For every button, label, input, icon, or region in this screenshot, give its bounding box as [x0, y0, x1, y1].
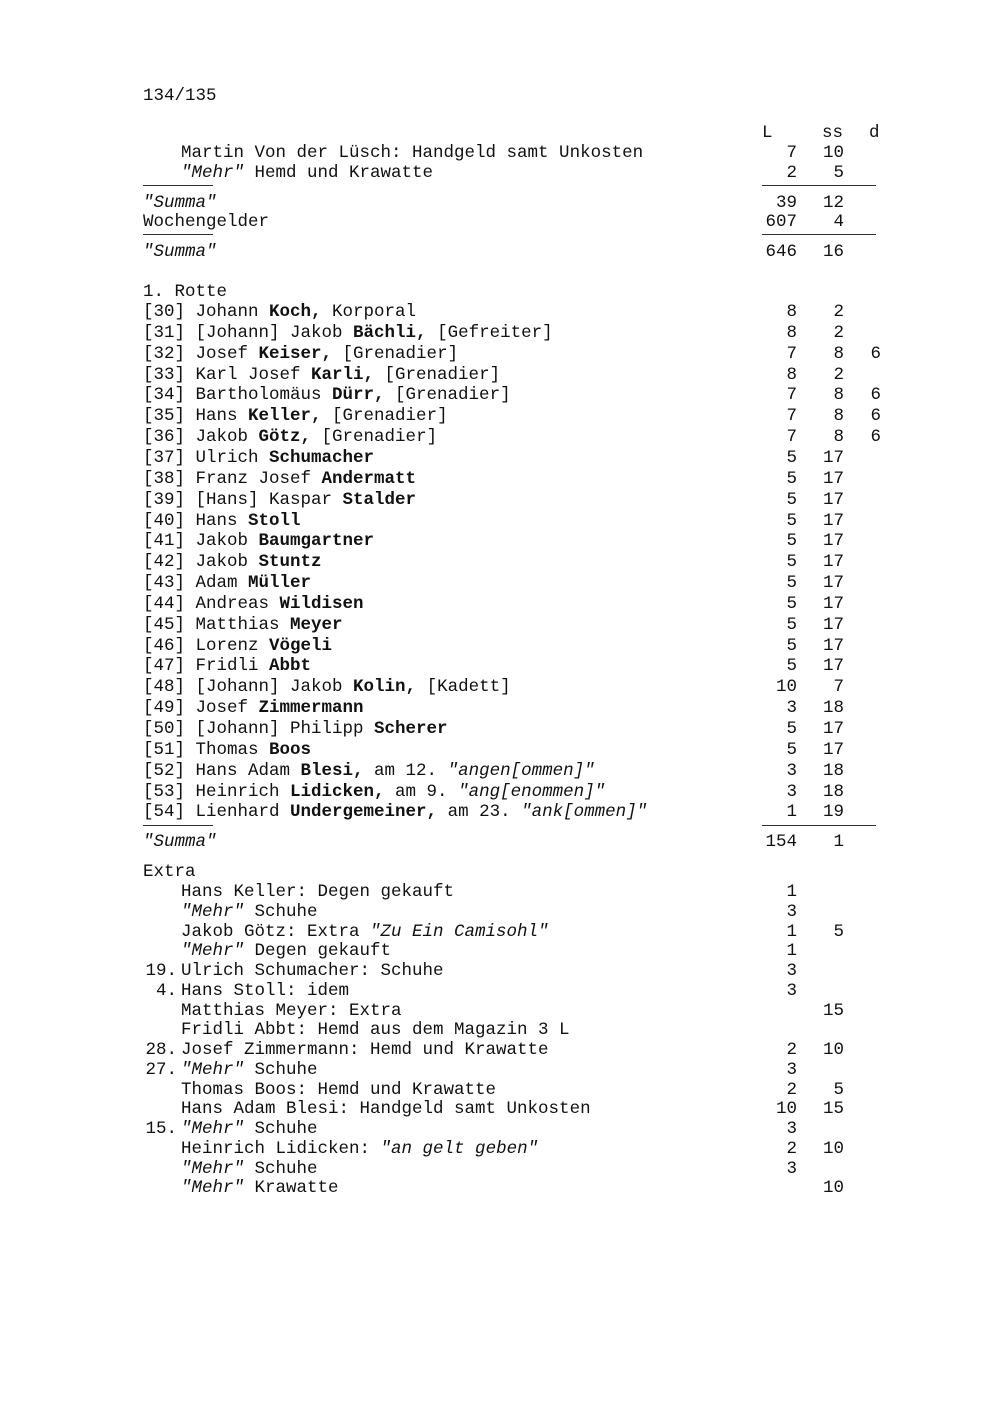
amount-livres: 3 [786, 902, 797, 922]
soldier-row [0, 615, 1000, 635]
entry-number: 27. [145, 1060, 177, 1080]
quoted-text: "ang[enommen]" [458, 782, 606, 802]
surname: Götz, [258, 427, 312, 447]
text-part: Thomas Boos: Hemd und Krawatte [181, 1080, 497, 1100]
amount-denar: 6 [870, 344, 881, 364]
amount-schilling: 2 [833, 302, 844, 322]
entry-label [181, 1119, 318, 1139]
entry-label [143, 636, 332, 656]
amount-schilling: 2 [833, 323, 844, 343]
soldier-row [0, 802, 1000, 822]
amount-schilling: 8 [833, 344, 844, 364]
extra-row [0, 1080, 1000, 1100]
surname: Meyer [290, 615, 343, 635]
amount-livres: 5 [786, 531, 797, 551]
amount-schilling: 8 [833, 427, 844, 447]
extra-row [0, 1178, 1000, 1198]
soldier-row [0, 302, 1000, 322]
text-part: [38] Franz Josef [143, 469, 322, 489]
text-part: [40] Hans [143, 511, 249, 531]
quoted-text: "Mehr" [181, 902, 245, 922]
quoted-text: "Mehr" [181, 941, 245, 961]
text-part: [37] Ulrich [143, 448, 270, 468]
amount-livres: 10 [775, 1099, 797, 1119]
entry-label [181, 1099, 591, 1119]
text-part: am 23. [437, 802, 522, 822]
page-number: 134/135 [143, 86, 217, 106]
soldier-row [0, 531, 1000, 551]
text-part: [33] Karl Josef [143, 365, 312, 385]
amount-livres: 5 [786, 615, 797, 635]
extra-title [0, 862, 1000, 882]
extra-row [0, 981, 1000, 1001]
summa-label: "Summa" [143, 242, 217, 262]
amount-livres: 5 [786, 719, 797, 739]
amount-livres: 3 [786, 981, 797, 1001]
entry-label [143, 385, 511, 405]
text-part: Jakob Götz: Extra [181, 922, 371, 942]
entry-label [143, 761, 595, 781]
amount-livres: 5 [786, 511, 797, 531]
amount-livres: 5 [786, 594, 797, 614]
entry-label [143, 782, 605, 802]
amount-livres: 5 [786, 490, 797, 510]
extra-row [0, 1001, 1000, 1021]
summa-row [0, 242, 1000, 262]
text-part: Josef Zimmermann: Hemd und Krawatte [181, 1040, 549, 1060]
amount-schilling: 17 [822, 740, 844, 760]
amount-livres: 8 [786, 365, 797, 385]
amount-schilling: 17 [822, 469, 844, 489]
surname: Zimmermann [258, 698, 364, 718]
amount-livres: 3 [786, 961, 797, 981]
entry-label [143, 552, 322, 572]
text-part: [34] Bartholomäus [143, 385, 333, 405]
amount-schilling: 17 [822, 531, 844, 551]
entry-label [181, 922, 549, 942]
surname: Undergemeiner, [290, 802, 438, 822]
entry-label [181, 1020, 570, 1040]
amount-schilling: 15 [822, 1001, 844, 1021]
surname: Boos [269, 740, 312, 760]
soldier-row [0, 365, 1000, 385]
rule-right [762, 185, 876, 186]
text-part: Schuhe [244, 1119, 318, 1139]
amount-schilling: 7 [833, 677, 844, 697]
amount-denar: 6 [870, 385, 881, 405]
entry-label [181, 1159, 318, 1179]
surname: Bächli, [353, 323, 427, 343]
amount-livres: 646 [765, 242, 797, 262]
text-part: Hans Keller: Degen gekauft [181, 882, 455, 902]
surname: Karli, [311, 365, 375, 385]
extra-row [0, 1060, 1000, 1080]
text-part: Matthias Meyer: Extra [181, 1001, 402, 1021]
amount-livres: 154 [765, 832, 797, 852]
text-part: [32] Josef [143, 344, 259, 364]
text-part: Ulrich Schumacher: Schuhe [181, 961, 444, 981]
soldier-row [0, 385, 1000, 405]
surname: Wildisen [279, 594, 364, 614]
extra-row [0, 1119, 1000, 1139]
surname: Vögeli [269, 636, 333, 656]
soldier-row [0, 427, 1000, 447]
amount-schilling: 10 [822, 1178, 844, 1198]
entry-label [143, 719, 448, 739]
text-part: [43] Adam [143, 573, 249, 593]
soldier-row [0, 740, 1000, 760]
amount-livres: 3 [786, 761, 797, 781]
amount-schilling: 17 [822, 448, 844, 468]
rule-left [143, 825, 213, 826]
entry-label [181, 1001, 402, 1021]
amount-schilling: 5 [833, 922, 844, 942]
extra-row [0, 1139, 1000, 1159]
soldier-row [0, 448, 1000, 468]
amount-schilling: 17 [822, 594, 844, 614]
text-part: Krawatte [244, 1178, 339, 1198]
entry-label [181, 941, 391, 961]
quoted-text: "Mehr" [181, 163, 245, 183]
entry-label [143, 302, 416, 322]
surname: Lidicken, [290, 782, 385, 802]
soldier-row [0, 719, 1000, 739]
surname: Schumacher [269, 448, 375, 468]
amount-schilling: 17 [822, 552, 844, 572]
soldier-row [0, 406, 1000, 426]
amount-livres: 7 [786, 385, 797, 405]
column-header-ss: ss [822, 123, 844, 143]
amount-livres: 3 [786, 1119, 797, 1139]
surname: Stoll [248, 511, 301, 531]
entry-label [143, 656, 311, 676]
soldier-row [0, 511, 1000, 531]
text-part: [50] [Johann] Philipp [143, 719, 375, 739]
quoted-text: "Mehr" [181, 1159, 245, 1179]
summa-label: Wochengelder [143, 212, 270, 232]
amount-schilling: 12 [822, 193, 844, 213]
amount-livres: 8 [786, 302, 797, 322]
text-part: [Grenadier] [321, 406, 448, 426]
entry-number: 15. [145, 1119, 177, 1139]
surname: Scherer [374, 719, 448, 739]
text-part: [51] Thomas [143, 740, 270, 760]
text-part: [30] Johann [143, 302, 270, 322]
entry-label [143, 490, 416, 510]
amount-schilling: 8 [833, 406, 844, 426]
soldier-row [0, 761, 1000, 781]
amount-schilling: 2 [833, 365, 844, 385]
amount-schilling: 1 [833, 832, 844, 852]
extra-row [0, 882, 1000, 902]
amount-schilling: 17 [822, 511, 844, 531]
amount-schilling: 17 [822, 656, 844, 676]
entry-label [143, 531, 374, 551]
amount-schilling: 15 [822, 1099, 844, 1119]
surname: Koch, [269, 302, 322, 322]
entry-label [143, 323, 553, 343]
amount-schilling: 18 [822, 782, 844, 802]
amount-livres: 3 [786, 698, 797, 718]
amount-livres: 7 [786, 427, 797, 447]
quoted-text: "an gelt geben" [380, 1139, 539, 1159]
extra-row [0, 961, 1000, 981]
amount-livres: 5 [786, 552, 797, 572]
text-part: am 12. [363, 761, 448, 781]
entry-label [143, 677, 511, 697]
amount-livres: 2 [786, 1040, 797, 1060]
amount-livres: 5 [786, 636, 797, 656]
entry-label [181, 981, 349, 1001]
soldier-row [0, 782, 1000, 802]
entry-label [181, 1178, 339, 1198]
amount-schilling: 5 [833, 1080, 844, 1100]
extra-row [0, 922, 1000, 942]
rule-right [762, 234, 876, 235]
amount-livres: 1 [786, 941, 797, 961]
text-part: [35] Hans [143, 406, 249, 426]
entry-label [143, 406, 448, 426]
entry-label [181, 902, 318, 922]
surname: Müller [248, 573, 312, 593]
text-part: Hemd und Krawatte [244, 163, 434, 183]
amount-livres: 3 [786, 1060, 797, 1080]
amount-livres: 2 [786, 163, 797, 183]
entry-label [143, 448, 374, 468]
amount-livres: 2 [786, 1139, 797, 1159]
text-part: [Grenadier] [384, 385, 511, 405]
entry-label [181, 1080, 496, 1100]
text-part: [Grenadier] [311, 427, 438, 447]
extra-row [0, 941, 1000, 961]
text-part: [52] Hans Adam [143, 761, 301, 781]
quoted-text: "Zu Ein Camisohl" [370, 922, 549, 942]
entry-label [181, 882, 454, 902]
entry-number: 19. [145, 961, 177, 981]
amount-livres: 5 [786, 656, 797, 676]
text-part: [42] Jakob [143, 552, 259, 572]
entry-label [143, 740, 311, 760]
text-part: [Kadett] [416, 677, 511, 697]
amount-schilling: 18 [822, 761, 844, 781]
text-part: [54] Lienhard [143, 802, 291, 822]
text-part: Heinrich Lidicken: [181, 1139, 381, 1159]
entry-number: 28. [145, 1040, 177, 1060]
text-part: Hans Stoll: idem [181, 981, 350, 1001]
entry-number: 4. [155, 981, 177, 1001]
text-part: Schuhe [244, 1159, 318, 1179]
surname: Keller, [248, 406, 322, 426]
amount-schilling: 10 [822, 143, 844, 163]
soldier-row [0, 698, 1000, 718]
surname: Stuntz [258, 552, 322, 572]
summa-label: "Summa" [143, 832, 217, 852]
quoted-text: "Mehr" [181, 1060, 245, 1080]
rule-right [762, 825, 876, 826]
quoted-text: "ank[ommen]" [521, 802, 648, 822]
wochengelder-row [0, 212, 1000, 232]
amount-schilling: 8 [833, 385, 844, 405]
section-title: 1. Rotte [143, 282, 228, 302]
text-part: Hans Adam Blesi: Handgeld samt Unkosten [181, 1099, 591, 1119]
entry-label [143, 511, 301, 531]
amount-livres: 5 [786, 740, 797, 760]
soldier-row [0, 344, 1000, 364]
amount-livres: 3 [786, 1159, 797, 1179]
soldier-row [0, 677, 1000, 697]
text-part: [36] Jakob [143, 427, 259, 447]
text-part: [44] Andreas [143, 594, 280, 614]
text-part: Schuhe [244, 902, 318, 922]
amount-livres: 1 [786, 802, 797, 822]
surname: Dürr, [332, 385, 385, 405]
surname: Stalder [342, 490, 417, 510]
entry-label [181, 143, 643, 163]
rotte-title [0, 282, 1000, 302]
entry-label [143, 802, 647, 822]
rule-left [143, 234, 213, 235]
text-part: [31] [Johann] Jakob [143, 323, 354, 343]
entry-label [143, 615, 343, 635]
amount-livres: 8 [786, 323, 797, 343]
amount-livres: 3 [786, 782, 797, 802]
summa-label: "Summa" [143, 193, 217, 213]
entry-label [181, 1060, 318, 1080]
amount-denar: 6 [870, 427, 881, 447]
amount-livres: 7 [786, 143, 797, 163]
extra-row [0, 1159, 1000, 1179]
entry-label [143, 573, 311, 593]
amount-livres: 5 [786, 448, 797, 468]
soldier-row [0, 636, 1000, 656]
surname: Andermatt [321, 469, 417, 489]
entry-label [181, 163, 433, 183]
text-part: [49] Josef [143, 698, 259, 718]
amount-livres: 607 [765, 212, 797, 232]
soldier-row [0, 469, 1000, 489]
amount-livres: 5 [786, 573, 797, 593]
amount-schilling: 10 [822, 1139, 844, 1159]
amount-schilling: 19 [822, 802, 844, 822]
text-part: [53] Heinrich [143, 782, 291, 802]
soldier-row [0, 656, 1000, 676]
text-part: [39] [Hans] Kaspar [143, 490, 343, 510]
amount-livres: 39 [775, 193, 797, 213]
quoted-text: "Mehr" [181, 1119, 245, 1139]
entry-label [143, 594, 364, 614]
extra-row [0, 1099, 1000, 1119]
text-part: Schuhe [244, 1060, 318, 1080]
amount-livres: 1 [786, 922, 797, 942]
column-header-d: d [869, 123, 880, 143]
entry-label [143, 469, 416, 489]
amount-livres: 5 [786, 469, 797, 489]
surname: Blesi, [300, 761, 364, 781]
surname: Baumgartner [258, 531, 375, 551]
quoted-text: "angen[ommen]" [447, 761, 595, 781]
soldier-row [0, 573, 1000, 593]
ledger-row [0, 163, 1000, 183]
soldier-row [0, 323, 1000, 343]
surname: Abbt [269, 656, 312, 676]
amount-schilling: 17 [822, 636, 844, 656]
entry-label [181, 961, 444, 981]
amount-schilling: 18 [822, 698, 844, 718]
soldier-row [0, 552, 1000, 572]
amount-schilling: 10 [822, 1040, 844, 1060]
amount-schilling: 17 [822, 719, 844, 739]
text-part: [46] Lorenz [143, 636, 270, 656]
summa-row [0, 832, 1000, 852]
text-part: [48] [Johann] Jakob [143, 677, 354, 697]
section-title: Extra [143, 862, 196, 882]
amount-schilling: 17 [822, 573, 844, 593]
text-part: Korporal [321, 302, 417, 322]
text-part: Martin Von der Lüsch: Handgeld samt Unkosten [181, 143, 644, 163]
soldier-row [0, 490, 1000, 510]
amount-livres: 7 [786, 406, 797, 426]
amount-schilling: 16 [822, 242, 844, 262]
amount-denar: 6 [870, 406, 881, 426]
amount-livres: 2 [786, 1080, 797, 1100]
entry-label [181, 1040, 549, 1060]
surname: Kolin, [353, 677, 417, 697]
quoted-text: "Mehr" [181, 1178, 245, 1198]
extra-row [0, 1020, 1000, 1040]
extra-row [0, 1040, 1000, 1060]
entry-label [143, 698, 364, 718]
text-part: Fridli Abbt: Hemd aus dem Magazin 3 L [181, 1020, 570, 1040]
summa-row [0, 193, 1000, 213]
text-part: [41] Jakob [143, 531, 259, 551]
entry-label [143, 427, 437, 447]
amount-livres: 7 [786, 344, 797, 364]
text-part: am 9. [384, 782, 459, 802]
amount-livres: 10 [775, 677, 797, 697]
text-part: [45] Matthias [143, 615, 291, 635]
entry-label [181, 1139, 538, 1159]
surname: Keiser, [258, 344, 333, 364]
text-part: [Gefreiter] [426, 323, 553, 343]
rule-left [143, 185, 213, 186]
soldier-row [0, 594, 1000, 614]
text-part: Degen gekauft [244, 941, 392, 961]
column-header-L: L [762, 123, 773, 143]
amount-schilling: 17 [822, 615, 844, 635]
entry-label [143, 365, 500, 385]
amount-schilling: 5 [833, 163, 844, 183]
extra-row [0, 902, 1000, 922]
amount-livres: 1 [786, 882, 797, 902]
entry-label [143, 344, 458, 364]
text-part: [Grenadier] [374, 365, 501, 385]
text-part: [Grenadier] [332, 344, 459, 364]
ledger-row [0, 143, 1000, 163]
amount-schilling: 17 [822, 490, 844, 510]
text-part: [47] Fridli [143, 656, 270, 676]
amount-schilling: 4 [833, 212, 844, 232]
